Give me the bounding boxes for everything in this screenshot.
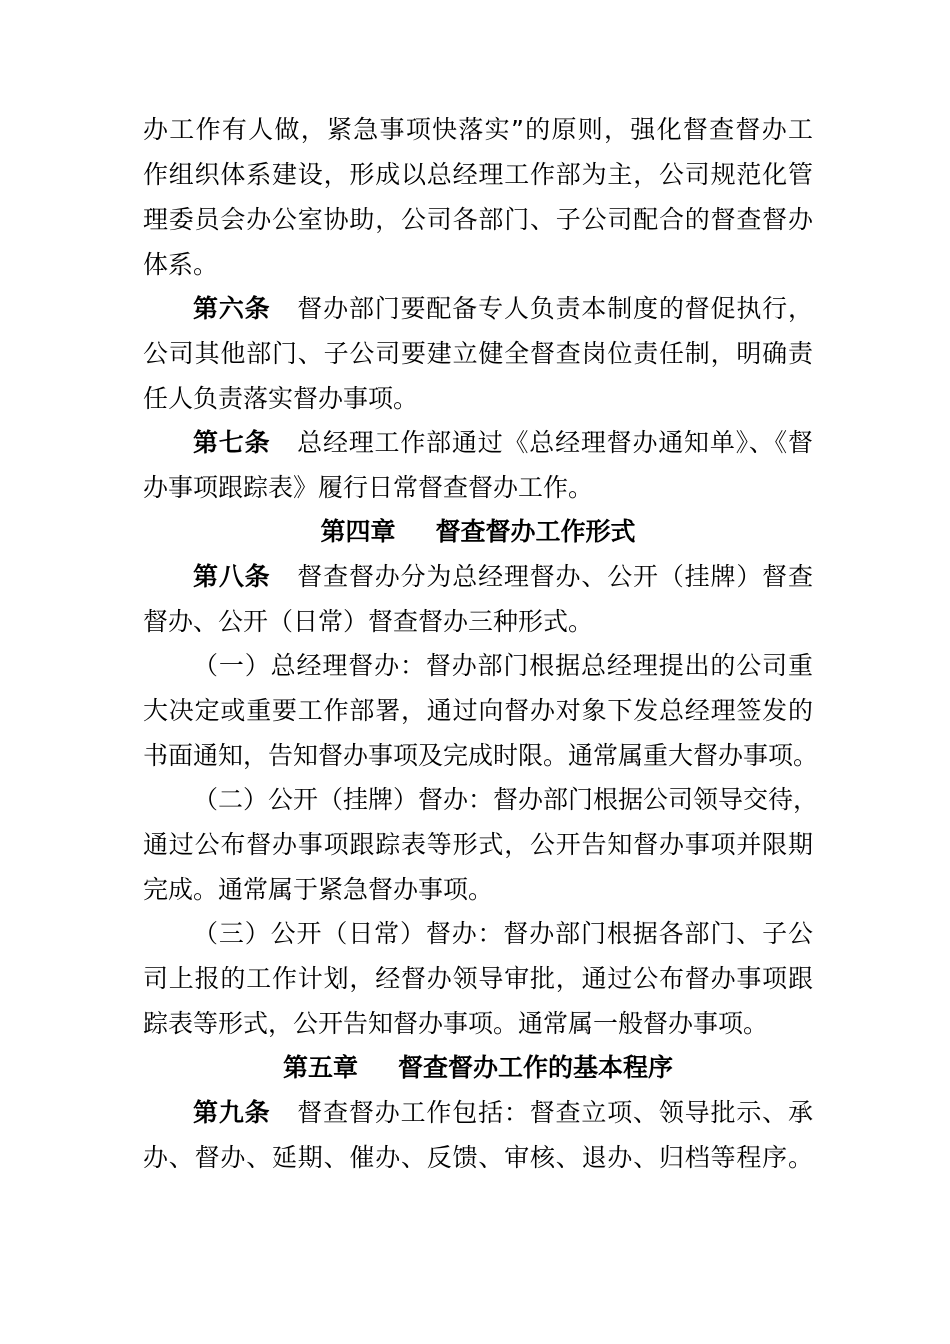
intro-line-4: 体系。: [143, 250, 219, 279]
article-9-line-2: 办、督办、延期、催办、反馈、审核、退办、归档等程序。: [143, 1143, 813, 1172]
chapter-4-number: 第四章: [320, 517, 396, 546]
chapter-4-title: 督查督办工作形式: [435, 517, 636, 546]
article-7-line-2: 办事项跟踪表》履行日常督查督办工作。: [143, 473, 594, 502]
article-9-first-text: 督查督办工作包括：督查立项、领导批示、承: [296, 1098, 813, 1127]
article-8-item-1-line-3: 书面通知，告知督办事项及完成时限。通常属重大督办事项。: [143, 741, 819, 770]
article-8-item-1-line-2: 大决定或重要工作部署，通过向督办对象下发总经理签发的: [143, 696, 813, 725]
article-8-item-1-first: （一）总经理督办：督办部门根据总经理提出的公司重: [193, 651, 813, 680]
chapter-5-number: 第五章: [282, 1053, 358, 1082]
intro-line-3: 理委员会办公室协助，公司各部门、子公司配合的督查督办: [143, 205, 813, 234]
article-8-item-2-line-3: 完成。通常属于紧急督办事项。: [143, 875, 494, 904]
chapter-5-title: 督查督办工作的基本程序: [398, 1053, 674, 1082]
article-8-item-3-first: （三）公开（日常）督办：督办部门根据各部门、子公: [193, 919, 813, 948]
chapter-5-heading: [143, 1053, 813, 1083]
article-8-first-line: [193, 562, 813, 592]
article-8-first-text: 督查督办分为总经理督办、公开（挂牌）督查: [296, 562, 813, 591]
intro-line-1: 办工作有人做，紧急事项快落实”的原则，强化督查督办工: [143, 115, 813, 144]
article-7-first-text: 总经理工作部通过《总经理督办通知单》、《督: [296, 428, 813, 457]
article-6-line-2: 公司其他部门、子公司要建立健全督查岗位责任制，明确责: [143, 339, 813, 368]
article-9-first-line: [193, 1098, 813, 1128]
article-6-first-line: [193, 294, 813, 324]
article-8-item-3-line-3: 踪表等形式，公开告知督办事项。通常属一般督办事项。: [143, 1009, 769, 1038]
article-7-first-line: [193, 428, 813, 458]
article-8-title: 第八条: [193, 562, 271, 591]
article-6-line-3: 任人负责落实督办事项。: [143, 384, 419, 413]
article-6-first-text: 督办部门要配备专人负责本制度的督促执行，: [296, 294, 813, 323]
article-8-item-2-first: （二）公开（挂牌）督办：督办部门根据公司领导交待，: [193, 785, 819, 814]
chapter-4-heading: [143, 517, 813, 547]
article-7-title: 第七条: [193, 428, 271, 457]
intro-line-2: 作组织体系建设，形成以总经理工作部为主，公司规范化管: [143, 160, 813, 189]
article-8-item-2-line-2: 通过公布督办事项跟踪表等形式，公开告知督办事项并限期: [143, 830, 813, 859]
article-8-item-3-line-2: 司上报的工作计划，经督办领导审批，通过公布督办事项跟: [143, 964, 813, 993]
article-8-line-2: 督办、公开（日常）督查督办三种形式。: [143, 607, 594, 636]
article-6-title: 第六条: [193, 294, 271, 323]
article-9-title: 第九条: [193, 1098, 271, 1127]
